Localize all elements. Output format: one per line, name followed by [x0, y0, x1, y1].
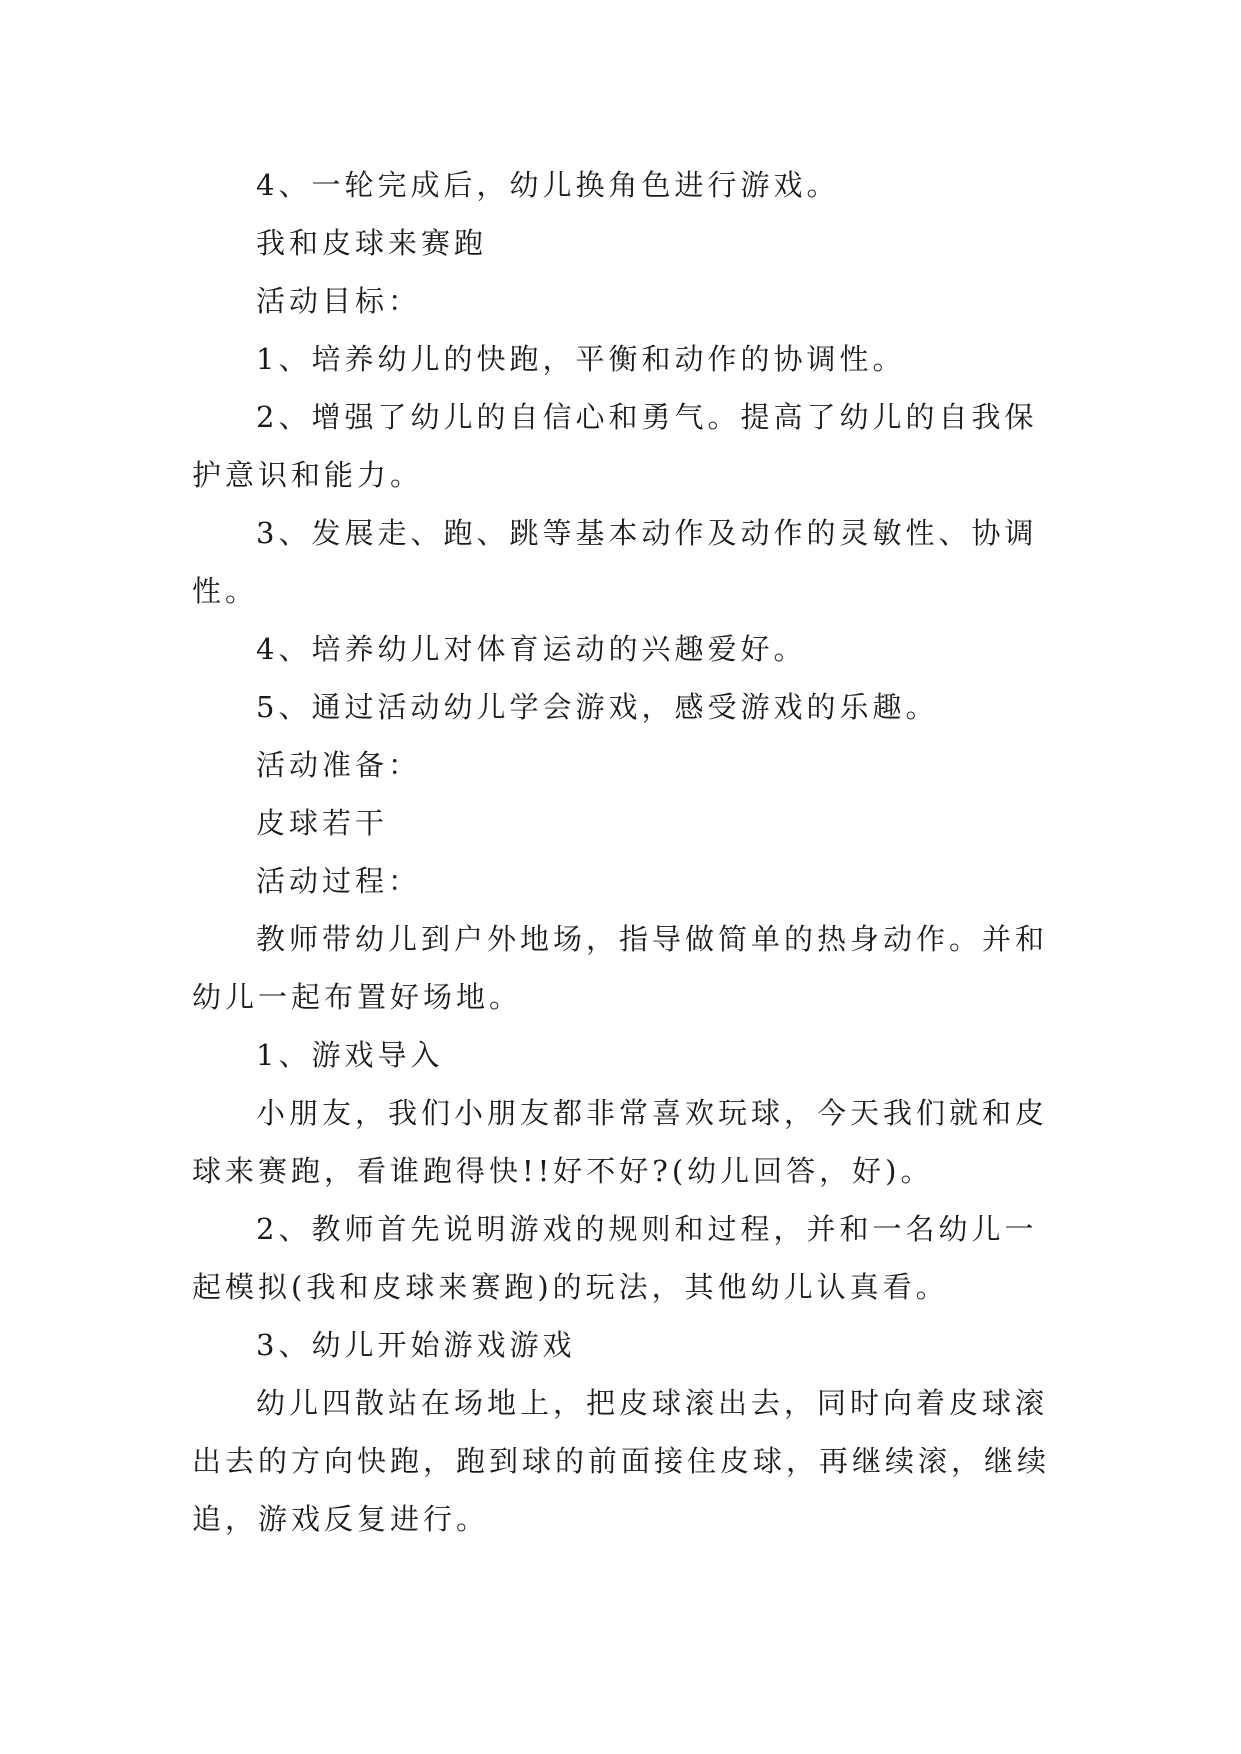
preparation-item: 皮球若干 [256, 806, 389, 840]
goal-item-5: 5、通过活动幼儿学会游戏，感受游戏的乐趣。 [256, 690, 939, 724]
goal-item-2: 2、增强了幼儿的自信心和勇气。提高了幼儿的自我保护意识和能力。 [192, 400, 1038, 492]
process-intro: 教师带幼儿到户外地场，指导做简单的热身动作。并和幼儿一起布置好场地。 [192, 922, 1049, 1014]
goal-item-3: 3、发展走、跑、跳等基本动作及动作的灵敏性、协调性。 [192, 516, 1038, 608]
process-step-2: 2、教师首先说明游戏的规则和过程，并和一名幼儿一起模拟(我和皮球来赛跑)的玩法，其他幼儿认真看。 [192, 1212, 1038, 1304]
process-step-1: 1、游戏导入 [256, 1038, 444, 1072]
heading-activity-goals: 活动目标： [256, 284, 422, 318]
process-step-1-detail: 小朋友，我们小朋友都非常喜欢玩球，今天我们就和皮球来赛跑，看谁跑得快!!好不好?(幼儿回答，好)。 [192, 1096, 1049, 1188]
heading-activity-process: 活动过程： [256, 864, 422, 898]
goal-item-1: 1、培养幼儿的快跑，平衡和动作的协调性。 [256, 342, 906, 376]
goal-item-4: 4、培养幼儿对体育运动的兴趣爱好。 [256, 632, 807, 666]
process-step-3: 3、幼儿开始游戏游戏 [256, 1328, 576, 1362]
heading-activity-preparation: 活动准备： [256, 748, 422, 782]
document-body [192, 156, 1057, 1548]
paragraph-step-4-swap-roles: 4、一轮完成后，幼儿换角色进行游戏。 [256, 168, 840, 202]
section-title: 我和皮球来赛跑 [256, 226, 488, 260]
process-step-3-detail: 幼儿四散站在场地上，把皮球滚出去，同时向着皮球滚出去的方向快跑，跑到球的前面接住皮球，再继续滚，继续追，游戏反复进行。 [192, 1386, 1051, 1536]
